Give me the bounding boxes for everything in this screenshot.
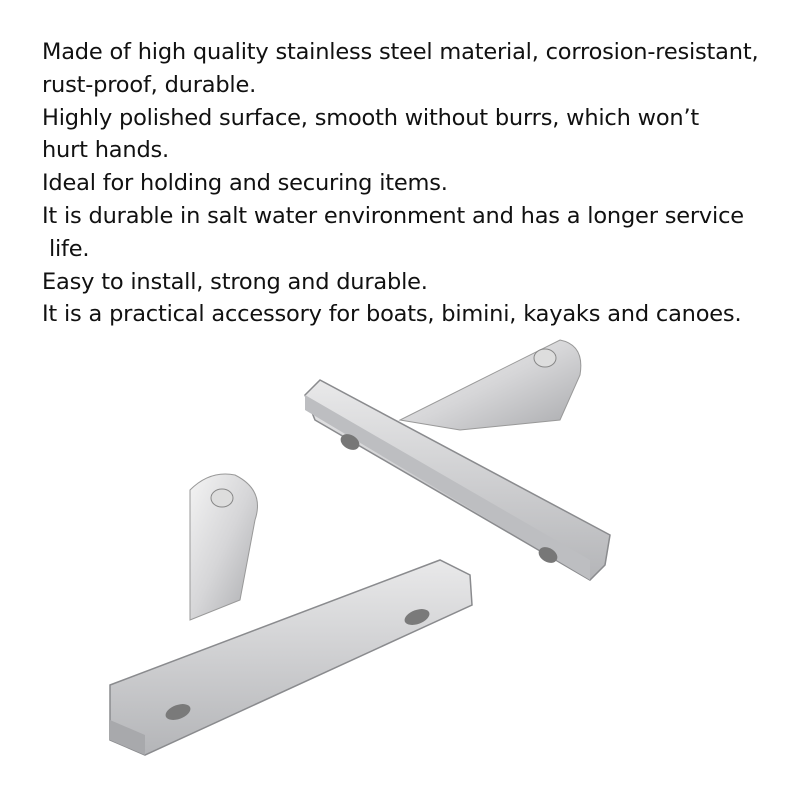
- feature-line: It is a practical accessory for boats, bimini, kayaks and canoes.: [42, 301, 742, 328]
- feature-line: life.: [42, 235, 90, 262]
- feature-line: Highly polished surface, smooth without burrs, which won’t: [42, 104, 700, 131]
- feature-line: rust-proof, durable.: [42, 71, 257, 98]
- feature-line: It is durable in salt water environment and has a longer service: [42, 202, 744, 229]
- bracket-front: [110, 474, 472, 755]
- feature-line: hurt hands.: [42, 137, 170, 164]
- feature-line: Ideal for holding and securing items.: [42, 170, 448, 197]
- feature-line: Made of high quality stainless steel material, corrosion-resistant,: [42, 39, 759, 65]
- feature-line: Easy to install, strong and durable.: [42, 268, 428, 295]
- bracket-back: [305, 340, 610, 580]
